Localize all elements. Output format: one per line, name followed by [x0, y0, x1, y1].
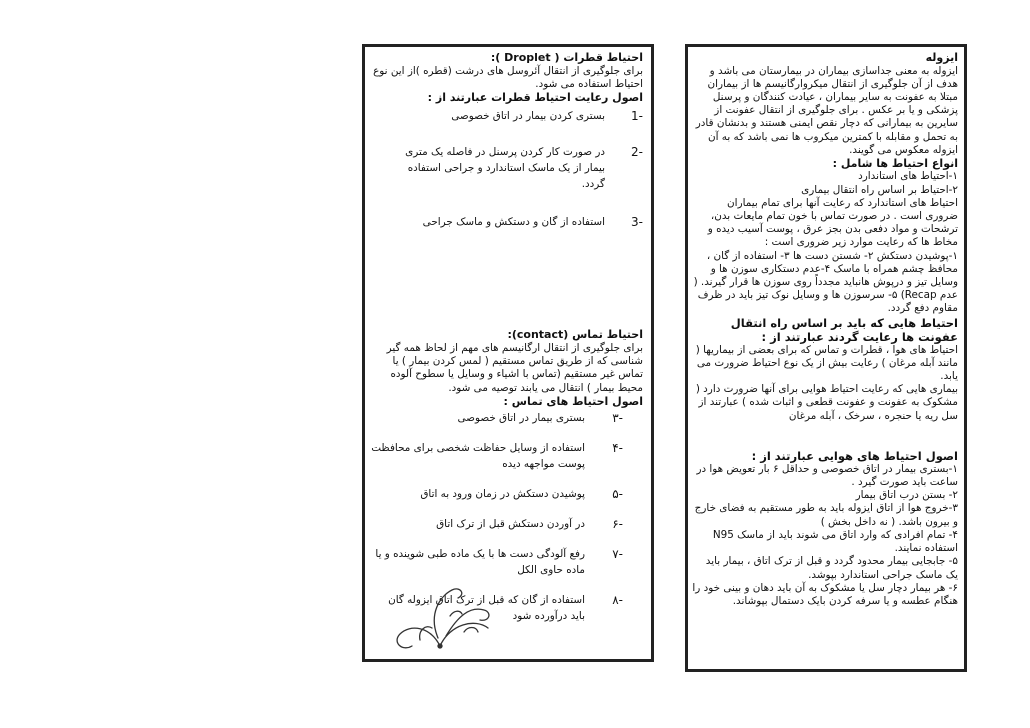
left-panel: [362, 44, 654, 662]
airborne-item: ۳-خروج هوا از اتاق ایزوله باید به طور مستقیم به فضای خارج و بیرون باشد. ( نه داخل بخش ): [694, 502, 958, 528]
droplet-principles-title: اصول رعایت احتیاط قطرات عبارتند از :: [427, 90, 643, 104]
contact-title: احتیاط تماس (contact):: [507, 328, 643, 342]
airborne-title: اصول احتیاط های هوایی عبارتند از :: [751, 448, 958, 463]
item-number: -۷: [612, 547, 623, 562]
contact-item: [371, 486, 643, 502]
item-text: در آوردن دستکش قبل از ترک اتاق: [436, 518, 585, 531]
contact-description: برای جلوگیری از انتقال ارگانیسم های مهم از لحاظ همه گیر شناسی که از طریق تماس مستقیم ( لمس کردن بیمار ) یا تماس غیر مستقیم (تماس با اشیاء و وسایل یا سطوح آلوده محیط بیمار ) انتقال می یابند توصیه می شود.: [386, 341, 643, 394]
droplet-description: برای جلوگیری از انتقال آئروسل های درشت (قطره )از این نوع احتیاط استفاده می شود.: [373, 64, 643, 90]
floral-ornament-icon: [380, 576, 500, 656]
type-standard: ۱-احتیاط های استاندارد: [858, 170, 958, 183]
item-text: بستری بیمار در اتاق خصوصی: [457, 412, 585, 425]
airborne-diseases: بیماری هایی که رعایت احتیاط هوایی برای آنها ضرورت دارد ( مشکوک به عفونت و عفونت قطعی و اثبات شده ) عبارتند از سل ریه یا حنجره ، سرخک ، آبله مرغان: [695, 383, 958, 422]
standard-description: احتیاط های استاندارد که رعایت آنها برای تمام بیماران ضروری است . در صورت تماس با خون تمام مایعات بدن، ترشحات و مواد دفعی بدن بجز عرق ، پوست آسیب دیده و مخاط ها که رعایت موارد زیر ضروری است :: [707, 196, 958, 249]
item-number: -۶: [612, 517, 623, 532]
contact-item: [371, 410, 643, 426]
item-text: رفع آلودگی دست ها با یک ماده طبی شوینده و یا ماده حاوی الکل: [375, 548, 585, 577]
transmission-description: احتیاط های هوا ، قطرات و تماس که برای بعضی از بیماریها ( مانند آبله مرغان ) رعایت بیش از یک نوع احتیاط ضرورت می یابد.: [695, 343, 958, 383]
item-text: بستری کردن بیمار در اتاق خصوصی: [451, 110, 605, 123]
contact-item: [371, 516, 643, 532]
droplet-item: [371, 108, 643, 124]
item-number: -۴: [612, 441, 623, 456]
airborne-item: ۵- جابجایی بیمار محدود گردد و قبل از ترک اتاق ، بیمار باید یک ماسک جراحی استاندارد بپوشد.: [705, 555, 958, 581]
droplet-title: احتیاط قطرات ( Droplet ):: [490, 51, 643, 64]
types-title: انواع احتیاط ها شامل :: [832, 156, 958, 170]
airborne-item: ۲- بستن درب اتاق بیمار: [855, 489, 958, 502]
item-number: -2: [631, 145, 643, 160]
contact-item: [371, 440, 643, 472]
item-text: استفاده از گان و دستکش و ماسک جراحی: [422, 216, 605, 229]
isolation-description: ایزوله به معنی جداسازی بیماران در بیمارستان می باشد و هدف از آن جلوگیری از انتقال میکروارگانیسم ها از بیماران مبتلا به عفونت به سایر بیماران ، عیادت کنندگان و پرسنل پزشکی و یا بر عکس . برای جلوگیری از انتقال عفونت از سایرین به بیمارانی که دچار نقص ایمنی هستند و بدنشان قادر به تحمل و مقابله با کمترین میکروب ها نمی باشد که به آن ایزوله معکوس می گویند.: [695, 64, 958, 156]
type-transmission: ۲-احتیاط بر اساس راه انتقال بیماری: [801, 183, 958, 196]
right-panel: [685, 44, 967, 672]
droplet-item: [371, 144, 643, 192]
droplet-item: [371, 214, 643, 230]
isolation-title: ایزوله: [925, 51, 958, 64]
transmission-title: احتیاط هایی که باید بر اساس راه انتقال عفونت ها رعایت گردند عبارتند از :: [730, 315, 958, 344]
item-number: -۵: [612, 487, 623, 502]
contact-principles-title: اصول احتیاط های تماس :: [503, 394, 643, 408]
airborne-item: ۴- تمام افرادی که وارد اتاق می شوند باید از ماسک N95 استفاده نمایند.: [712, 528, 958, 555]
item-text: استفاده از وسایل حفاظت شخصی برای محافظت پوست مواجهه دیده: [371, 442, 585, 471]
standard-items: ۱-پوشیدن دستکش ۲- شستن دست ها ۳- استفاده از گان ، محافظ چشم همراه با ماسک ۴-عدم دستکاری سوزن ها و وسایل تیز و درپوش هانباید مجدداً روی سوزن ها قرار گیرند. ( عدم Recap) ۵- سرسوزن ها و وسایل نوک تیز باید در ظرف مقاوم دفع گردد.: [693, 249, 958, 315]
airborne-item: ۱-بستری بیمار در اتاق خصوصی و حداقل ۶ بار تعویض هوا در ساعت باید صورت گیرد .: [696, 462, 958, 489]
item-text: پوشیدن دستکش در زمان ورود به اتاق: [420, 488, 585, 501]
item-text: استفاده از گان که قبل از ترک اتاق ایزوله گان باید درآورده شود: [388, 594, 585, 623]
item-number: -۳: [612, 411, 623, 426]
item-number: -1: [631, 109, 643, 124]
item-number: -3: [631, 215, 643, 230]
item-text: در صورت کار کردن پرسنل در فاصله یک متری بیمار از یک ماسک استاندارد و جراحی استفاده گردد.: [405, 146, 605, 191]
contact-item: [371, 546, 643, 578]
item-number: -۸: [612, 593, 623, 608]
airborne-item: ۶- هر بیمار دچار سل یا مشکوک به آن باید دهان و بینی خود را هنگام عطسه و یا سرفه کردن بایک دستمال بپوشاند.: [692, 581, 958, 607]
